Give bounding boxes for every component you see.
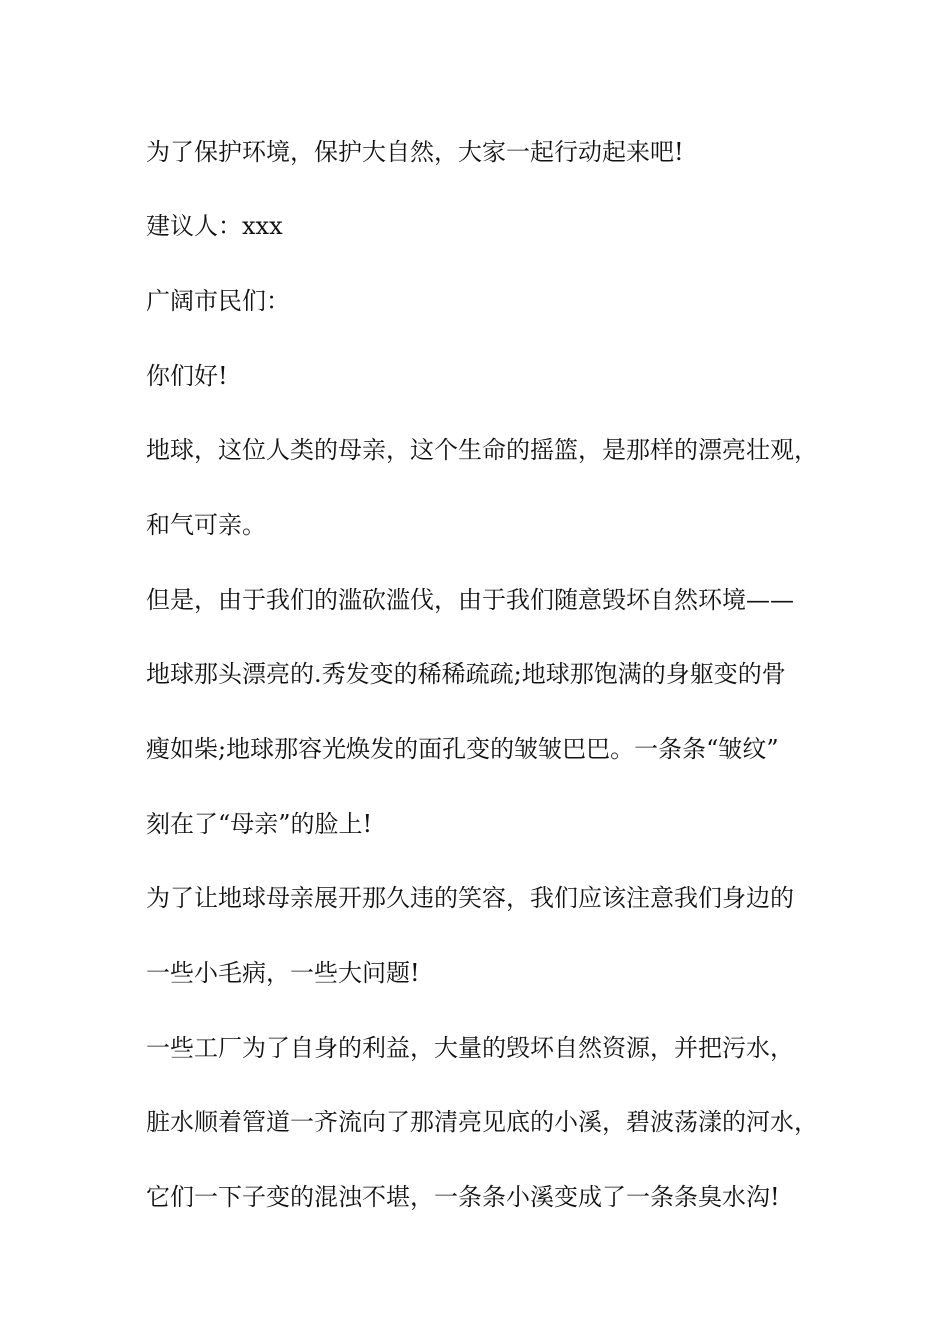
closing-call-line: 为了保护环境，保护大自然，大家一起行动起来吧! — [146, 138, 684, 166]
paragraph-line: 刻在了“母亲”的脸上! — [146, 810, 373, 838]
greeting-line: 你们好! — [146, 362, 228, 390]
salutation-line: 广阔市民们： — [146, 287, 290, 315]
paragraph-line: 脏水顺着管道一齐流向了那清亮见底的小溪，碧波荡漾的河水， — [146, 1108, 818, 1136]
paragraph-line: 和气可亲。 — [146, 511, 266, 539]
paragraph-line: 瘦如柴;地球那容光焕发的面孔变的皱皱巴巴。一条条“皱纹” — [146, 735, 779, 763]
paragraph-line: 一些工厂为了自身的利益，大量的毁坏自然资源，并把污水， — [146, 1034, 794, 1062]
paragraph-line: 但是，由于我们的滥砍滥伐，由于我们随意毁坏自然环境—— — [146, 586, 794, 614]
paragraph-line: 它们一下子变的混浊不堪，一条条小溪变成了一条条臭水沟! — [146, 1183, 780, 1211]
paragraph-line: 地球那头漂亮的.秀发变的稀稀疏疏;地球那饱满的身躯变的骨 — [146, 660, 786, 688]
paragraph-line: 地球，这位人类的母亲，这个生命的摇篮，是那样的漂亮壮观， — [146, 436, 818, 464]
paragraph-line: 为了让地球母亲展开那久违的笑容，我们应该注意我们身边的 — [146, 884, 794, 912]
proposer-line: 建议人：xxx — [146, 212, 283, 240]
paragraph-line: 一些小毛病，一些大问题! — [146, 959, 420, 987]
